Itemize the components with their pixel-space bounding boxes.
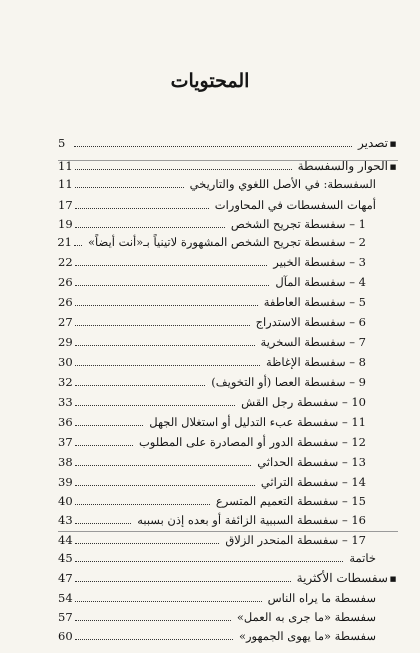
toc-entry-page: 21	[57, 235, 72, 249]
square-bullet-icon: ■	[389, 575, 397, 583]
toc-entry-title: 1 – سفسطة تجريح الشخص	[230, 217, 366, 231]
toc-entry-title: الحوار والسفسطة	[297, 159, 388, 173]
dot-leader	[75, 187, 184, 188]
toc-entry[interactable]	[58, 493, 398, 509]
dot-leader	[75, 561, 344, 562]
toc-entry-title: 5 – سفسطة العاطفة	[263, 295, 366, 309]
toc-entry-page: 27	[58, 315, 73, 329]
toc-entry[interactable]	[58, 274, 398, 290]
dot-leader	[74, 146, 352, 147]
toc-entry-page: 47	[58, 571, 73, 585]
toc-entry-page: 17	[58, 198, 73, 212]
toc-entry-title: السفسطة: في الأصل اللغوي والتاريخي	[189, 177, 376, 191]
toc-entry-page: 44	[58, 533, 73, 547]
toc-entry[interactable]	[58, 254, 398, 270]
toc-entry-title: 14 – سفسطة التراثي	[260, 475, 366, 489]
dot-leader	[75, 581, 291, 582]
toc-entry[interactable]	[58, 314, 398, 330]
toc-entry-page: 11	[58, 177, 73, 191]
toc-entry-title: 7 – سفسطة السخرية	[260, 335, 366, 349]
toc-entry[interactable]	[58, 135, 398, 151]
toc-entry[interactable]	[58, 294, 398, 310]
dot-leader	[75, 208, 209, 209]
toc-entry[interactable]	[58, 474, 398, 490]
toc-entry-title: 17 – سفسطة المنحدر الزلاق	[225, 533, 366, 547]
dot-leader	[75, 445, 133, 446]
toc-entry-page: 57	[58, 610, 73, 624]
toc-entry-title: 12 – سفسطة الدور أو المصادرة على المطلوب	[138, 435, 366, 449]
toc-entry-title: 16 – سفسطة السببية الزائفة أو بعده إذن بسببه	[137, 513, 366, 527]
toc-entry[interactable]	[58, 374, 398, 390]
toc-entry-page: 26	[58, 295, 73, 309]
toc-entry-title: سفسطة ما يراه الناس	[267, 591, 376, 605]
toc-entry-title: أمهات السفسطات في المحاورات	[214, 198, 376, 212]
dot-leader	[75, 639, 233, 640]
toc-entry-page: 36	[58, 415, 73, 429]
dot-leader	[74, 245, 82, 246]
dot-leader	[75, 345, 255, 346]
toc-entry-title: سفسطات الأكثرية	[296, 571, 388, 585]
toc-entry-page: 22	[58, 255, 73, 269]
dot-leader	[75, 465, 252, 466]
toc-entry[interactable]	[58, 176, 398, 192]
toc-entry-title: 11 – سفسطة عبء التدليل أو استغلال الجهل	[149, 415, 366, 429]
square-bullet-icon: ■	[389, 163, 397, 171]
toc-entry[interactable]	[58, 609, 398, 625]
dot-leader	[75, 305, 258, 306]
section-divider	[58, 160, 398, 161]
toc-entry[interactable]	[58, 570, 398, 586]
toc-entry-page: 11	[58, 159, 73, 173]
toc-entry[interactable]	[58, 216, 398, 232]
dot-leader	[75, 485, 255, 486]
toc-entry[interactable]	[58, 454, 398, 470]
dot-leader	[75, 285, 270, 286]
toc-entry[interactable]	[58, 550, 398, 566]
dot-leader	[75, 504, 210, 505]
dot-leader	[75, 169, 292, 170]
toc-entry[interactable]	[58, 512, 398, 528]
toc-entry-title: 10 – سفسطة رجل القش	[241, 395, 366, 409]
dot-leader	[75, 325, 250, 326]
toc-entry-page: 37	[58, 435, 73, 449]
toc-entry-page: 26	[58, 275, 73, 289]
toc-entry-title: 6 – سفسطة الاستدراج	[255, 315, 366, 329]
toc-entry[interactable]	[58, 354, 398, 370]
toc-entry-page: 43	[58, 513, 73, 527]
dot-leader	[75, 523, 132, 524]
toc-entry-page: 60	[58, 629, 73, 643]
toc-entry[interactable]	[58, 414, 398, 430]
dot-leader	[75, 405, 235, 406]
toc-entry-page: 19	[58, 217, 73, 231]
toc-entry-title: 9 – سفسطة العصا (أو التخويف)	[211, 375, 366, 389]
toc-entry-page: 38	[58, 455, 73, 469]
toc-entry-title: تصدير	[357, 136, 388, 150]
dot-leader	[75, 265, 268, 266]
toc-entry-page: 54	[58, 591, 73, 605]
dot-leader	[75, 365, 260, 366]
toc-entry[interactable]	[58, 590, 398, 606]
toc-entry-page: 33	[58, 395, 73, 409]
toc-entry-title: 13 – سفسطة الحداثي	[257, 455, 366, 469]
toc-entry-page: 45	[58, 551, 73, 565]
dot-leader	[75, 425, 144, 426]
toc-entry-title: 4 – سفسطة المآل	[275, 275, 366, 289]
toc-entry-page: 29	[58, 335, 73, 349]
toc-entry-title: سفسطة «ما جرى به العمل»	[236, 610, 376, 624]
toc-entry-page: 32	[58, 375, 73, 389]
square-bullet-icon: ■	[389, 140, 397, 148]
dot-leader	[75, 385, 206, 386]
toc-entry-page: 30	[58, 355, 73, 369]
toc-entry-title: 8 – سفسطة الإغاظة	[266, 355, 366, 369]
dot-leader	[75, 620, 231, 621]
toc-entry[interactable]	[58, 334, 398, 350]
toc-entry-title: خاتمة	[349, 551, 376, 565]
toc-entry[interactable]	[58, 394, 398, 410]
toc-entry-title: 2 – سفسطة تجريح الشخص المشهورة لاتينياً بـ«أنت أيضاً»	[88, 235, 366, 249]
dot-leader	[75, 227, 225, 228]
toc-entry[interactable]	[58, 628, 398, 644]
toc-entry[interactable]	[58, 532, 398, 548]
toc-entry-page: 5	[58, 136, 66, 150]
toc-entry-title: سفسطة «ما يهوى الجمهور»	[238, 629, 376, 643]
dot-leader	[75, 543, 220, 544]
toc-entry-page: 40	[58, 494, 73, 508]
toc-entry[interactable]	[58, 197, 398, 213]
section-divider	[58, 531, 398, 532]
contents-title: المحتويات	[170, 70, 250, 92]
toc-entry-title: 15 – سفسطة التعميم المتسرع	[215, 494, 366, 508]
toc-entry[interactable]	[58, 434, 398, 450]
toc-entry[interactable]	[58, 234, 398, 250]
toc-entry-title: 3 – سفسطة الخبير	[273, 255, 366, 269]
toc-entry-page: 39	[58, 475, 73, 489]
dot-leader	[75, 601, 262, 602]
